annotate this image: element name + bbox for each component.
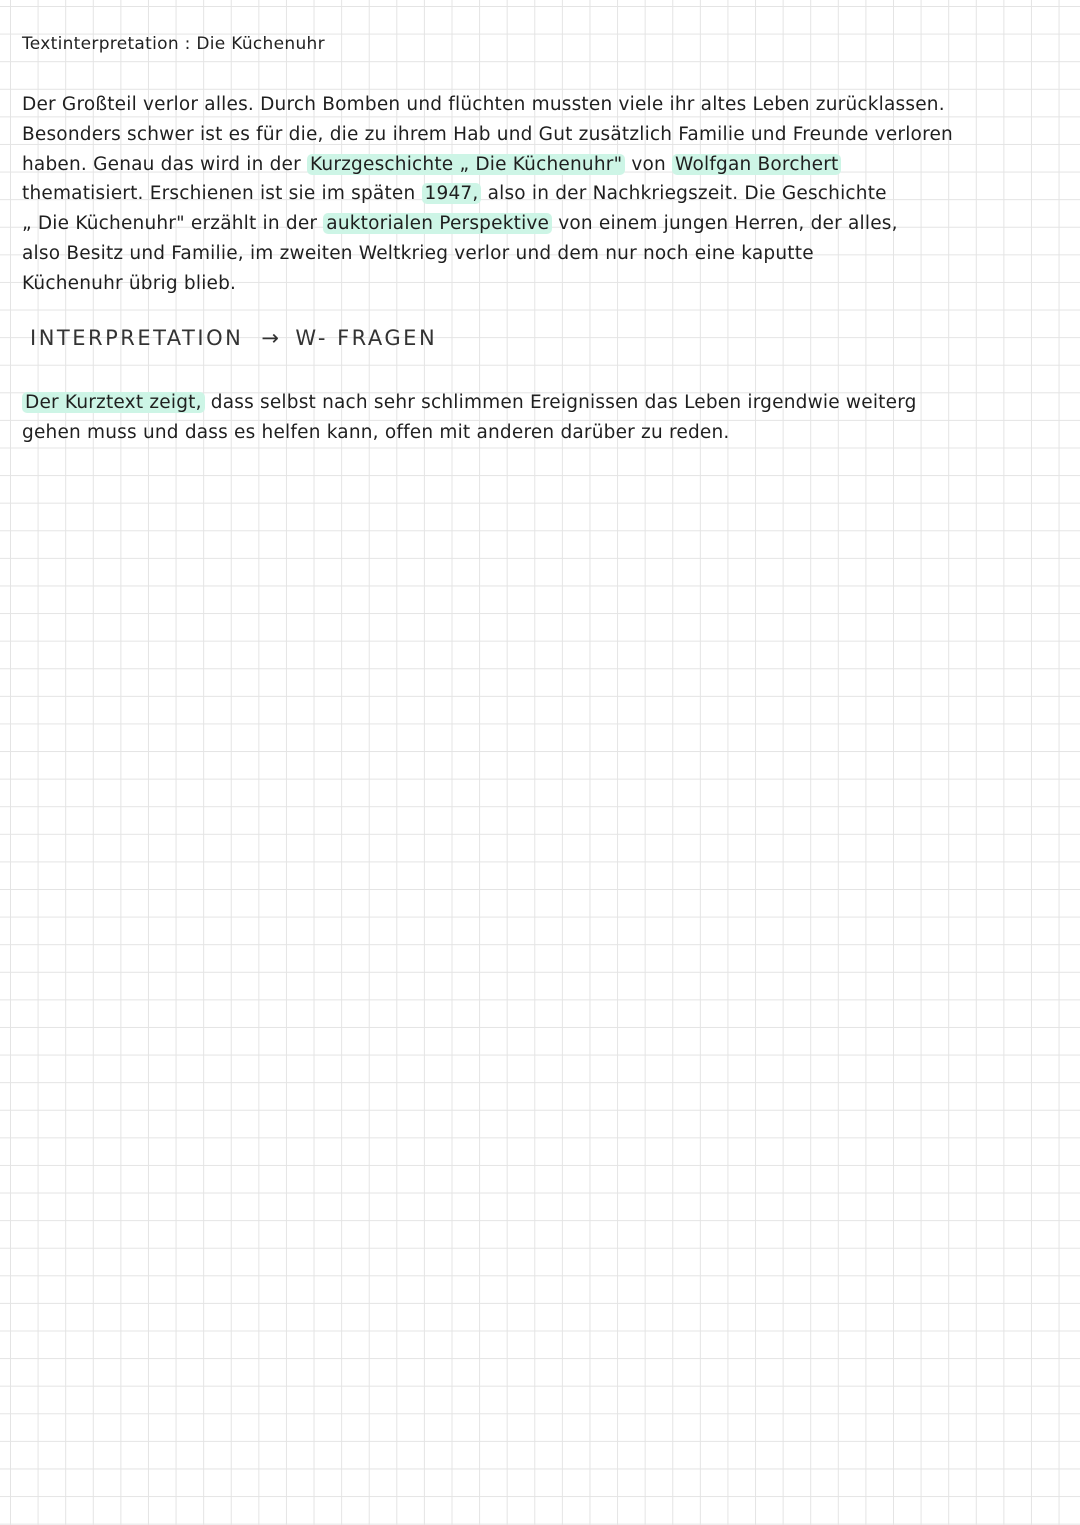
text-line	[22, 179, 1062, 209]
conclusion-paragraph	[22, 388, 1062, 448]
page-title: Textinterpretation : Die Küchenuhr	[22, 34, 325, 54]
heading-target: W- FRAGEN	[295, 326, 438, 350]
highlight-short-story: Kurzgeschichte „ Die Küchenuhr"	[307, 154, 625, 175]
text-segment: dass selbst nach sehr schlimmen Ereignissen das Leben irgendwie weiterg	[204, 392, 917, 413]
text-line: Der Großteil verlor alles. Durch Bomben und flüchten mussten viele ihr altes Leben zurücklassen.	[22, 94, 945, 115]
text-segment: „ Die Küchenuhr" erzählt in der	[22, 213, 324, 235]
text-line: also Besitz und Familie, im zweiten Weltkrieg verlor und dem nur noch eine kaputte	[22, 242, 814, 264]
text-line: gehen muss und dass es helfen kann, offen mit anderen darüber zu reden.	[22, 421, 730, 443]
highlight-author: Wolfgan Borchert	[672, 154, 841, 175]
text-line	[22, 209, 1062, 239]
highlight-perspective: auktorialen Perspektive	[323, 213, 552, 234]
highlight-thesis: Der Kurztext zeigt,	[22, 392, 205, 413]
heading-label: INTERPRETATION	[30, 326, 244, 350]
text-line: Küchenuhr übrig blieb.	[22, 272, 237, 294]
text-segment: von einem jungen Herren, der alles,	[552, 213, 898, 235]
text-segment: von	[625, 153, 673, 175]
text-segment: haben. Genau das wird in der	[22, 153, 307, 175]
highlight-year: 1947,	[422, 183, 482, 204]
section-heading	[30, 326, 437, 350]
text-line	[22, 150, 1062, 180]
text-line	[22, 388, 1062, 418]
text-line: Besonders schwer ist es für die, die zu ihrem Hab und Gut zusätzlich Familie und Freunde verloren	[22, 123, 953, 145]
text-segment: also in der Nachkriegszeit. Die Geschichte	[481, 183, 887, 205]
arrow-icon: →	[261, 326, 282, 350]
text-segment: thematisiert. Erschienen ist sie im späten	[22, 183, 422, 205]
intro-paragraph	[22, 90, 1062, 299]
